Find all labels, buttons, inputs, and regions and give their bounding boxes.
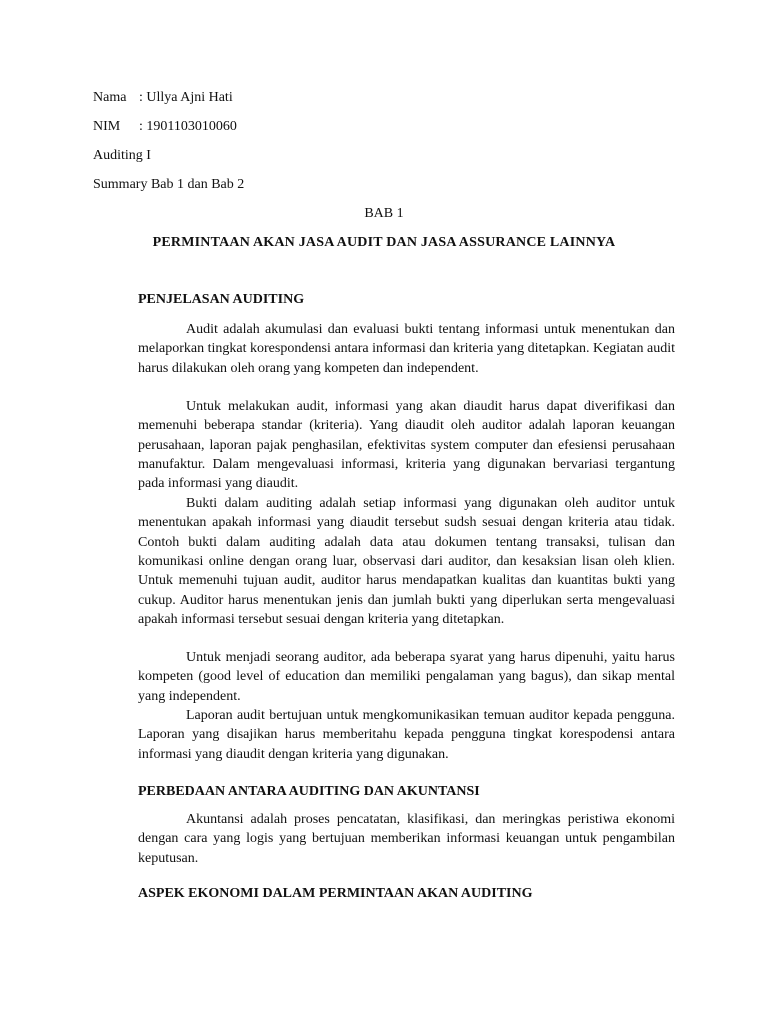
paragraph: Untuk menjadi seorang auditor, ada beberapa syarat yang harus dipenuhi, yaitu harus kompeten (good level of education dan memiliki pengalaman yang bagus), dan sikap mental yang independent. xyxy=(138,650,675,704)
paragraph: Bukti dalam auditing adalah setiap informasi yang digunakan oleh auditor untuk menentukan apakah informasi yang diaudit tersebut sudsh sesuai dengan kriteria atau tidak. Contoh bukti dalam auditing adalah data atau dokumen tentang transaksi, tulisan dan komunikasi online dengan orang luar, observasi dari auditor, dan kesaksian lisan oleh klien. Untuk memenuhi tujuan audit, auditor harus mendapatkan kualitas dan kuantitas bukti yang cukup. Auditor harus menentukan jenis dan jumlah bukti yang diperlukan serta mengevaluasi apakah informasi tersebut sesuai dengan kriteria yang ditetapkan. xyxy=(138,496,675,628)
name-label: Nama xyxy=(93,90,127,105)
section-heading-penjelasan-auditing: PENJELASAN AUDITING xyxy=(138,292,305,307)
name-line xyxy=(93,88,233,107)
chapter-title: PERMINTAAN AKAN JASA AUDIT DAN JASA ASSURANCE LAINNYA xyxy=(152,235,616,250)
summary-line: Summary Bab 1 dan Bab 2 xyxy=(93,177,245,192)
name-value: : Ullya Ajni Hati xyxy=(139,90,233,105)
nim-label: NIM xyxy=(93,119,121,134)
paragraph: Untuk melakukan audit, informasi yang akan diaudit harus dapat diverifikasi dan memenuhi beberapa standar (kriteria). Yang diaudit oleh auditor adalah laporan keuangan perusahaan, laporan pajak penghasilan, efektivitas system computer dan efesiensi perusahaan manufaktur. Dalam mengevaluasi informasi, kriteria yang digunakan bervariasi tergantung pada informasi yang diaudit. xyxy=(138,399,675,492)
paragraph: Audit adalah akumulasi dan evaluasi bukti tentang informasi untuk menentukan dan melaporkan tingkat korespondensi antara informasi dan kriteria yang ditetapkan. Kegiatan audit harus dilakukan oleh orang yang kompeten dan independent. xyxy=(138,322,675,376)
nim-line xyxy=(93,117,237,136)
section-heading-perbedaan-auditing-akuntansi: PERBEDAAN ANTARA AUDITING DAN AKUNTANSI xyxy=(138,784,480,799)
paragraph: Akuntansi adalah proses pencatatan, klasifikasi, dan meringkas peristiwa ekonomi dengan cara yang logis yang bertujuan memberikan informasi keuangan untuk pengambilan keputusan. xyxy=(138,812,675,866)
chapter-number: BAB 1 xyxy=(364,206,404,221)
course-name: Auditing I xyxy=(93,148,151,163)
paragraph: Laporan audit bertujuan untuk mengkomunikasikan temuan auditor kepada pengguna. Laporan yang disajikan harus memberitahu kepada pengguna tingkat korespodensi antara informasi yang diaudit dengan kriteria yang digunakan. xyxy=(138,708,675,762)
nim-value: : 1901103010060 xyxy=(139,119,237,134)
section-heading-aspek-ekonomi: ASPEK EKONOMI DALAM PERMINTAAN AKAN AUDITING xyxy=(138,886,533,901)
